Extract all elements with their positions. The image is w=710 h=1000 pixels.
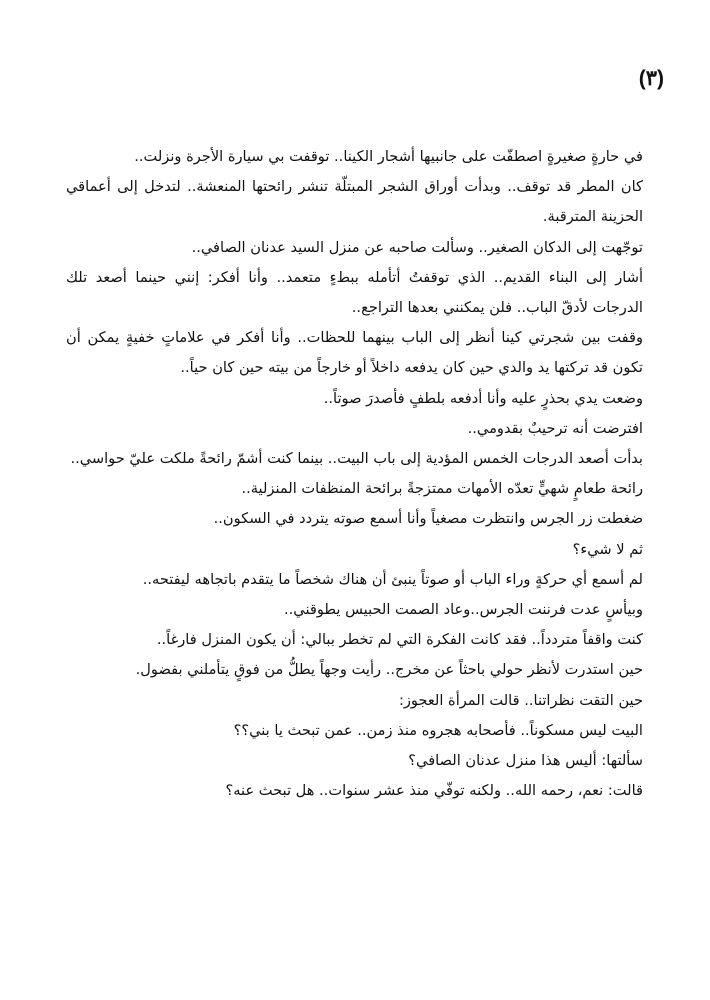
paragraph-8: بدأت أصعد الدرجات الخمس المؤدية إلى باب البيت.. بينما كنت أشمّ رائحةً ملكت عليّ حواسي.. — [70, 450, 643, 468]
paragraph-12: لم أسمع أي حركةٍ وراء الباب أو صوتاً ينبئ أن هناك شخصاً ما يتقدم باتجاهه ليفتحه.. — [142, 570, 643, 588]
chapter-number: (٣) — [638, 67, 664, 90]
chapter-body — [66, 142, 643, 806]
paragraph-2: كان المطر قد توقف.. وبدأت أوراق الشجر المبتلّة تنشر رائحتها المنعشة.. لتدخل إلى أعماقي الحزينة المترقبة. — [66, 178, 643, 226]
paragraph-19: قالت: نعم، رحمه الله.. ولكنه توفّي منذ عشر سنوات.. هل تبحث عنه؟ — [225, 782, 643, 800]
paragraph-9: رائحة طعامٍ شهيٍّ تعدّه الأمهات ممتزجةً برائحة المنظفات المنزلية.. — [241, 480, 643, 498]
paragraph-3: توجّهت إلى الدكان الصغير.. وسألت صاحبه عن منزل السيد عدنان الصافي.. — [191, 238, 643, 256]
paragraph-15: حين استدرت لأنظر حولي باحثاً عن مخرج.. رأيت وجهاً يطلُّ من فوقٍ يتأملني بفضول. — [135, 661, 643, 679]
paragraph-11: ثم لا شيء؟ — [572, 540, 643, 558]
paragraph-16: حين التقت نظراتنا.. قالت المرأة العجوز: — [398, 691, 643, 709]
paragraph-10: ضغطت زر الجرس وانتظرت مصغياً وأنا أسمع صوته يتردد في السكون.. — [213, 510, 643, 528]
paragraph-5: وقفت بين شجرتي كينا أنظر إلى الباب بينهما للحظات.. وأنا أفكر في علاماتٍ خفيةٍ يمكن أن تكون قد تركتها يد والدي حين كان يدفعه داخلاً أو خارجاً من بيته حين كان حياً.. — [66, 329, 643, 377]
paragraph-14: كنت واقفاً متردداً.. فقد كانت الفكرة التي لم تخطر ببالي: أن يكون المنزل فارغاً.. — [156, 631, 643, 649]
paragraph-4: أشار إلى البناء القديم.. الذي توقفتُ أتأمله ببطءٍ متعمد.. وأنا أفكر: إنني حينما أصعد تلك الدرجات لأدقّ الباب.. فلن يمكنني بعدها التراجع.. — [66, 268, 643, 317]
paragraph-1: في حارةٍ صغيرةٍ اصطفّت على جانبيها أشجار الكينا.. توقفت بي سيارة الأجرة ونزلت.. — [134, 148, 643, 165]
paragraph-6: وضعت يدي بحذرٍ عليه وأنا أدفعه بلطفٍ فأصدرَ صوتاً.. — [323, 389, 643, 407]
paragraph-18: سألتها: أليس هذا منزل عدنان الصافي؟ — [408, 752, 643, 770]
paragraph-7: افترضت أنه ترحيبٌ بقدومي.. — [467, 419, 643, 437]
paragraph-17: البيت ليس مسكوناً.. فأصحابه هجروه منذ زمن.. عمن تبحث يا بني؟؟ — [233, 721, 643, 739]
paragraph-13: وبيأسٍ عدت فرننت الجرس..وعاد الصمت الحبيس يطوقني.. — [284, 601, 643, 619]
